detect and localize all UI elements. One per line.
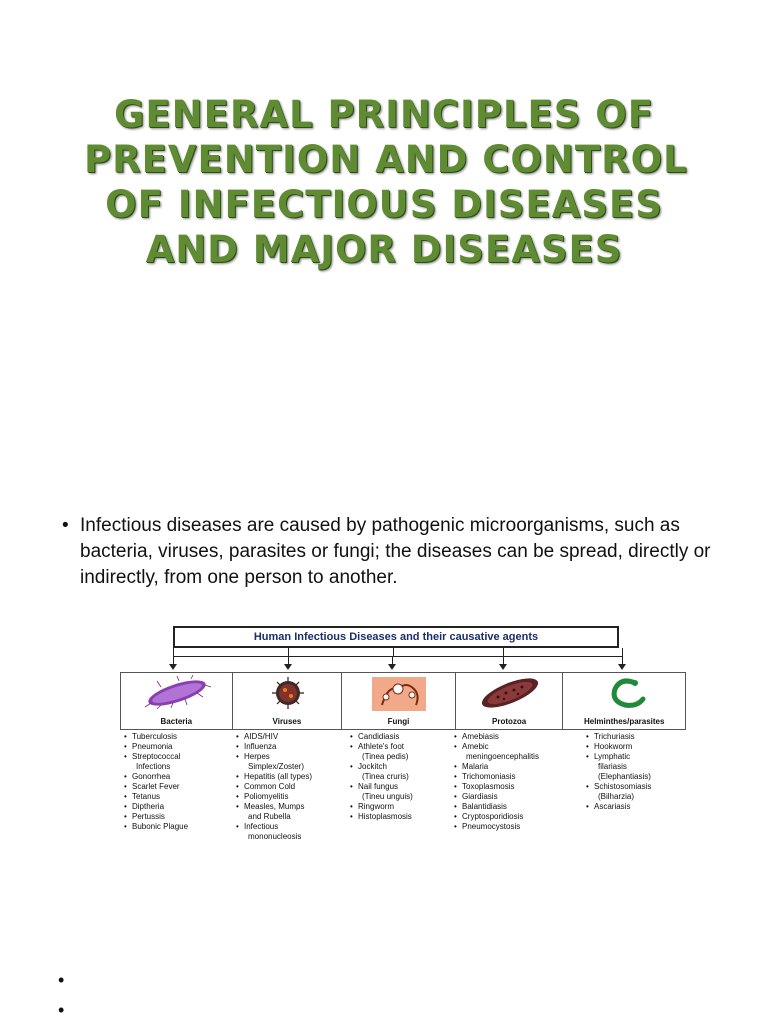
worm-icon bbox=[563, 675, 685, 711]
connector-drop-helminthes bbox=[622, 648, 623, 664]
connector-drop-viruses bbox=[288, 648, 289, 664]
connector-drop-fungi bbox=[392, 656, 393, 664]
list-item: • Measles, Mumps bbox=[236, 802, 312, 812]
virus-icon bbox=[233, 675, 343, 711]
agent-label-viruses: Viruses bbox=[272, 717, 302, 726]
disease-list-viruses bbox=[236, 732, 312, 842]
list-item: • Pertussis bbox=[124, 812, 188, 822]
list-item: • Lymphatic bbox=[586, 752, 651, 762]
arrow-bacteria-icon bbox=[169, 664, 177, 670]
bullet-marker: • bbox=[62, 515, 69, 536]
agent-label-helminthes: Helminthes/parasites bbox=[583, 717, 665, 726]
title-line-3: OF INFECTIOUS DISEASES bbox=[105, 183, 663, 226]
list-item: Simplex/Zoster) bbox=[248, 762, 305, 771]
arrow-fungi-icon bbox=[388, 664, 396, 670]
list-item: • AIDS/HIV bbox=[236, 732, 312, 742]
intro-bullet bbox=[60, 513, 740, 591]
bacteria-icon bbox=[121, 675, 233, 711]
list-item: meningoencephalitis bbox=[466, 752, 539, 761]
agent-cell-helminthes bbox=[563, 673, 685, 729]
list-item: • Influenza bbox=[236, 742, 312, 752]
protozoa-icon bbox=[456, 675, 564, 711]
list-item: • Amebiasis bbox=[454, 732, 539, 742]
list-item: • Diptheria bbox=[124, 802, 188, 812]
list-item: • Herpes bbox=[236, 752, 312, 762]
list-item: • Trichomoniasis bbox=[454, 772, 539, 782]
list-item: (Tinea cruris) bbox=[362, 772, 409, 781]
list-item: filariasis bbox=[598, 762, 627, 771]
empty-bullet-1: • bbox=[58, 970, 65, 990]
agent-cell-protozoa bbox=[456, 673, 564, 729]
connector-drop-bacteria bbox=[173, 648, 174, 664]
list-item: (Bilharzia) bbox=[598, 792, 635, 801]
connector-drop-protozoa bbox=[503, 648, 504, 664]
list-item: • Tuberculosis bbox=[124, 732, 188, 742]
list-item: • Gonorrhea bbox=[124, 772, 188, 782]
list-item: • Tetanus bbox=[124, 792, 188, 802]
disease-list-fungi bbox=[350, 732, 413, 822]
list-item: • Jockitch bbox=[350, 762, 413, 772]
causative-agents-diagram bbox=[120, 626, 686, 846]
intro-bullet-text: Infectious diseases are caused by pathogenic microorganisms, such as bacteria, viruses, parasites or fungi; the diseases can be spread, directly or indirectly, from one person to another. bbox=[80, 515, 711, 588]
disease-list-bacteria bbox=[124, 732, 188, 832]
arrow-protozoa-icon bbox=[499, 664, 507, 670]
list-item: (Tineu unguis) bbox=[362, 792, 413, 801]
agent-row bbox=[120, 672, 686, 730]
list-item: • Pneumocystosis bbox=[454, 822, 539, 832]
list-item: • Amebic bbox=[454, 742, 539, 752]
list-item: • Trichuriasis bbox=[586, 732, 651, 742]
list-item: • Poliomyelitis bbox=[236, 792, 312, 802]
title-line-1: GENERAL PRINCIPLES OF bbox=[114, 93, 654, 136]
agent-label-protozoa: Protozoa bbox=[492, 717, 527, 726]
list-item: • Infectious bbox=[236, 822, 312, 832]
slide-title bbox=[84, 92, 688, 272]
list-item: • Schistosomiasis bbox=[586, 782, 651, 792]
list-item: Infections bbox=[136, 762, 171, 771]
fungi-icon bbox=[342, 675, 456, 711]
list-item: • Cryptosporidiosis bbox=[454, 812, 539, 822]
connector-vertical-top bbox=[393, 648, 394, 656]
list-item: mononucleosis bbox=[248, 832, 302, 841]
list-item: • Nail fungus bbox=[350, 782, 413, 792]
arrow-viruses-icon bbox=[284, 664, 292, 670]
disease-list-helminthes bbox=[586, 732, 651, 812]
list-item: • Ascariasis bbox=[586, 802, 651, 812]
disease-list-protozoa bbox=[454, 732, 539, 832]
list-item: and Rubella bbox=[248, 812, 291, 821]
list-item: • Pneumonia bbox=[124, 742, 188, 752]
agent-cell-viruses bbox=[233, 673, 343, 729]
list-item: (Elephantiasis) bbox=[598, 772, 651, 781]
agent-cell-fungi bbox=[342, 673, 456, 729]
list-item: • Candidiasis bbox=[350, 732, 413, 742]
list-item: • Common Cold bbox=[236, 782, 312, 792]
list-item: • Scarlet Fever bbox=[124, 782, 188, 792]
list-item: • Giardiasis bbox=[454, 792, 539, 802]
list-item: • Hepatitis (all types) bbox=[236, 772, 312, 782]
list-item: • Bubonic Plague bbox=[124, 822, 188, 832]
agent-cell-bacteria bbox=[121, 673, 233, 729]
list-item: • Malaria bbox=[454, 762, 539, 772]
list-item: • Toxoplasmosis bbox=[454, 782, 539, 792]
arrow-helminthes-icon bbox=[618, 664, 626, 670]
list-item: • Athlete's foot bbox=[350, 742, 413, 752]
empty-bullet-2: • bbox=[58, 1000, 65, 1020]
agent-label-bacteria: Bacteria bbox=[160, 717, 193, 726]
list-item: • Balantidiasis bbox=[454, 802, 539, 812]
title-line-2: PREVENTION AND CONTROL bbox=[84, 138, 688, 181]
title-line-4: AND MAJOR DISEASES bbox=[145, 228, 623, 271]
connector-horizontal bbox=[173, 656, 623, 657]
list-item: • Streptococcal bbox=[124, 752, 188, 762]
list-item: • Hookworm bbox=[586, 742, 651, 752]
agent-label-fungi: Fungi bbox=[387, 717, 410, 726]
list-item: • Ringworm bbox=[350, 802, 413, 812]
diagram-header: Human Infectious Diseases and their causative agents bbox=[173, 626, 619, 648]
list-item: • Histoplasmosis bbox=[350, 812, 413, 822]
list-item: (Tinea pedis) bbox=[362, 752, 409, 761]
